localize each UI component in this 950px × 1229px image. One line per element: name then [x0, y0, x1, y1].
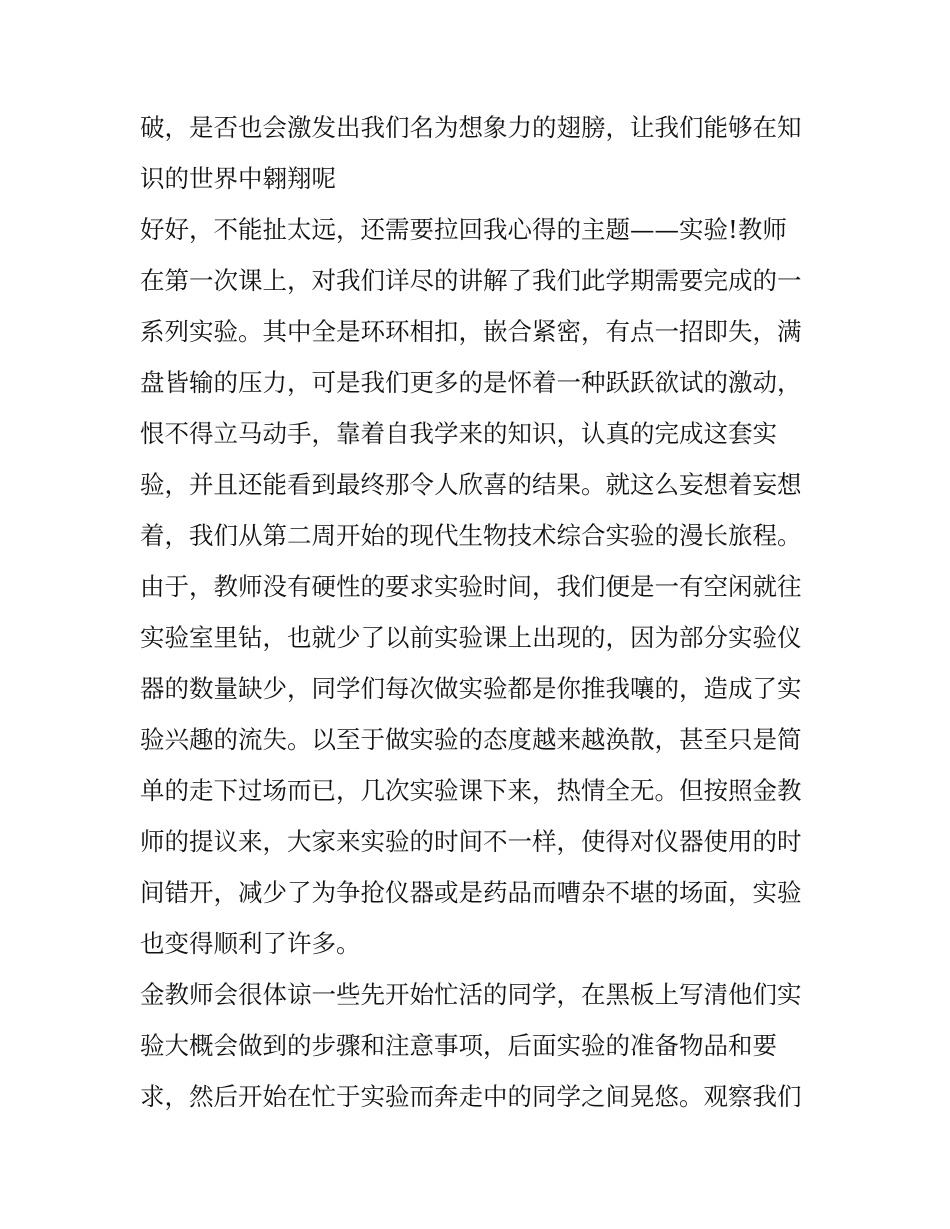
text-line: 间错开，减少了为争抢仪器或是药品而嘈杂不堪的场面，实验: [140, 878, 802, 907]
text-line: 单的走下过场而已，几次实验课下来，热情全无。但按照金教: [140, 776, 802, 805]
text-line: 验兴趣的流失。以至于做实验的态度越来越涣散，甚至只是简: [140, 725, 802, 754]
text-line: 师的提议来，大家来实验的时间不一样，使得对仪器使用的时: [140, 827, 802, 856]
text-line: 盘皆输的压力，可是我们更多的是怀着一种跃跃欲试的激动，: [140, 368, 802, 397]
text-line: 求，然后开始在忙于实验而奔走中的同学之间晃悠。观察我们: [140, 1082, 802, 1111]
text-line: 由于，教师没有硬性的要求实验时间，我们便是一有空闲就往: [140, 572, 802, 601]
text-line: 恨不得立马动手，靠着自我学来的知识，认真的完成这套实: [140, 419, 777, 448]
text-line: 实验室里钻，也就少了以前实验课上出现的，因为部分实验仪: [140, 623, 802, 652]
text-line: 着，我们从第二周开始的现代生物技术综合实验的漫长旅程。: [140, 521, 802, 550]
text-line: 破，是否也会激发出我们名为想象力的翅膀，让我们能够在知: [140, 113, 802, 142]
text-line: 识的世界中翱翔呢: [140, 164, 336, 193]
text-line: 金教师会很体谅一些先开始忙活的同学，在黑板上写清他们实: [140, 980, 802, 1009]
text-line: 也变得顺利了许多。: [140, 929, 361, 958]
text-line: 好好，不能扯太远，还需要拉回我心得的主题——实验!教师: [140, 215, 787, 244]
text-line: 验，并且还能看到最终那令人欣喜的结果。就这么妄想着妄想: [140, 470, 802, 499]
text-line: 器的数量缺少，同学们每次做实验都是你推我嚷的，造成了实: [140, 674, 802, 703]
text-line: 验大概会做到的步骤和注意事项，后面实验的准备物品和要: [140, 1031, 777, 1060]
text-line: 在第一次课上，对我们详尽的讲解了我们此学期需要完成的一: [140, 266, 802, 295]
text-line: 系列实验。其中全是环环相扣，嵌合紧密，有点一招即失，满: [140, 317, 802, 346]
